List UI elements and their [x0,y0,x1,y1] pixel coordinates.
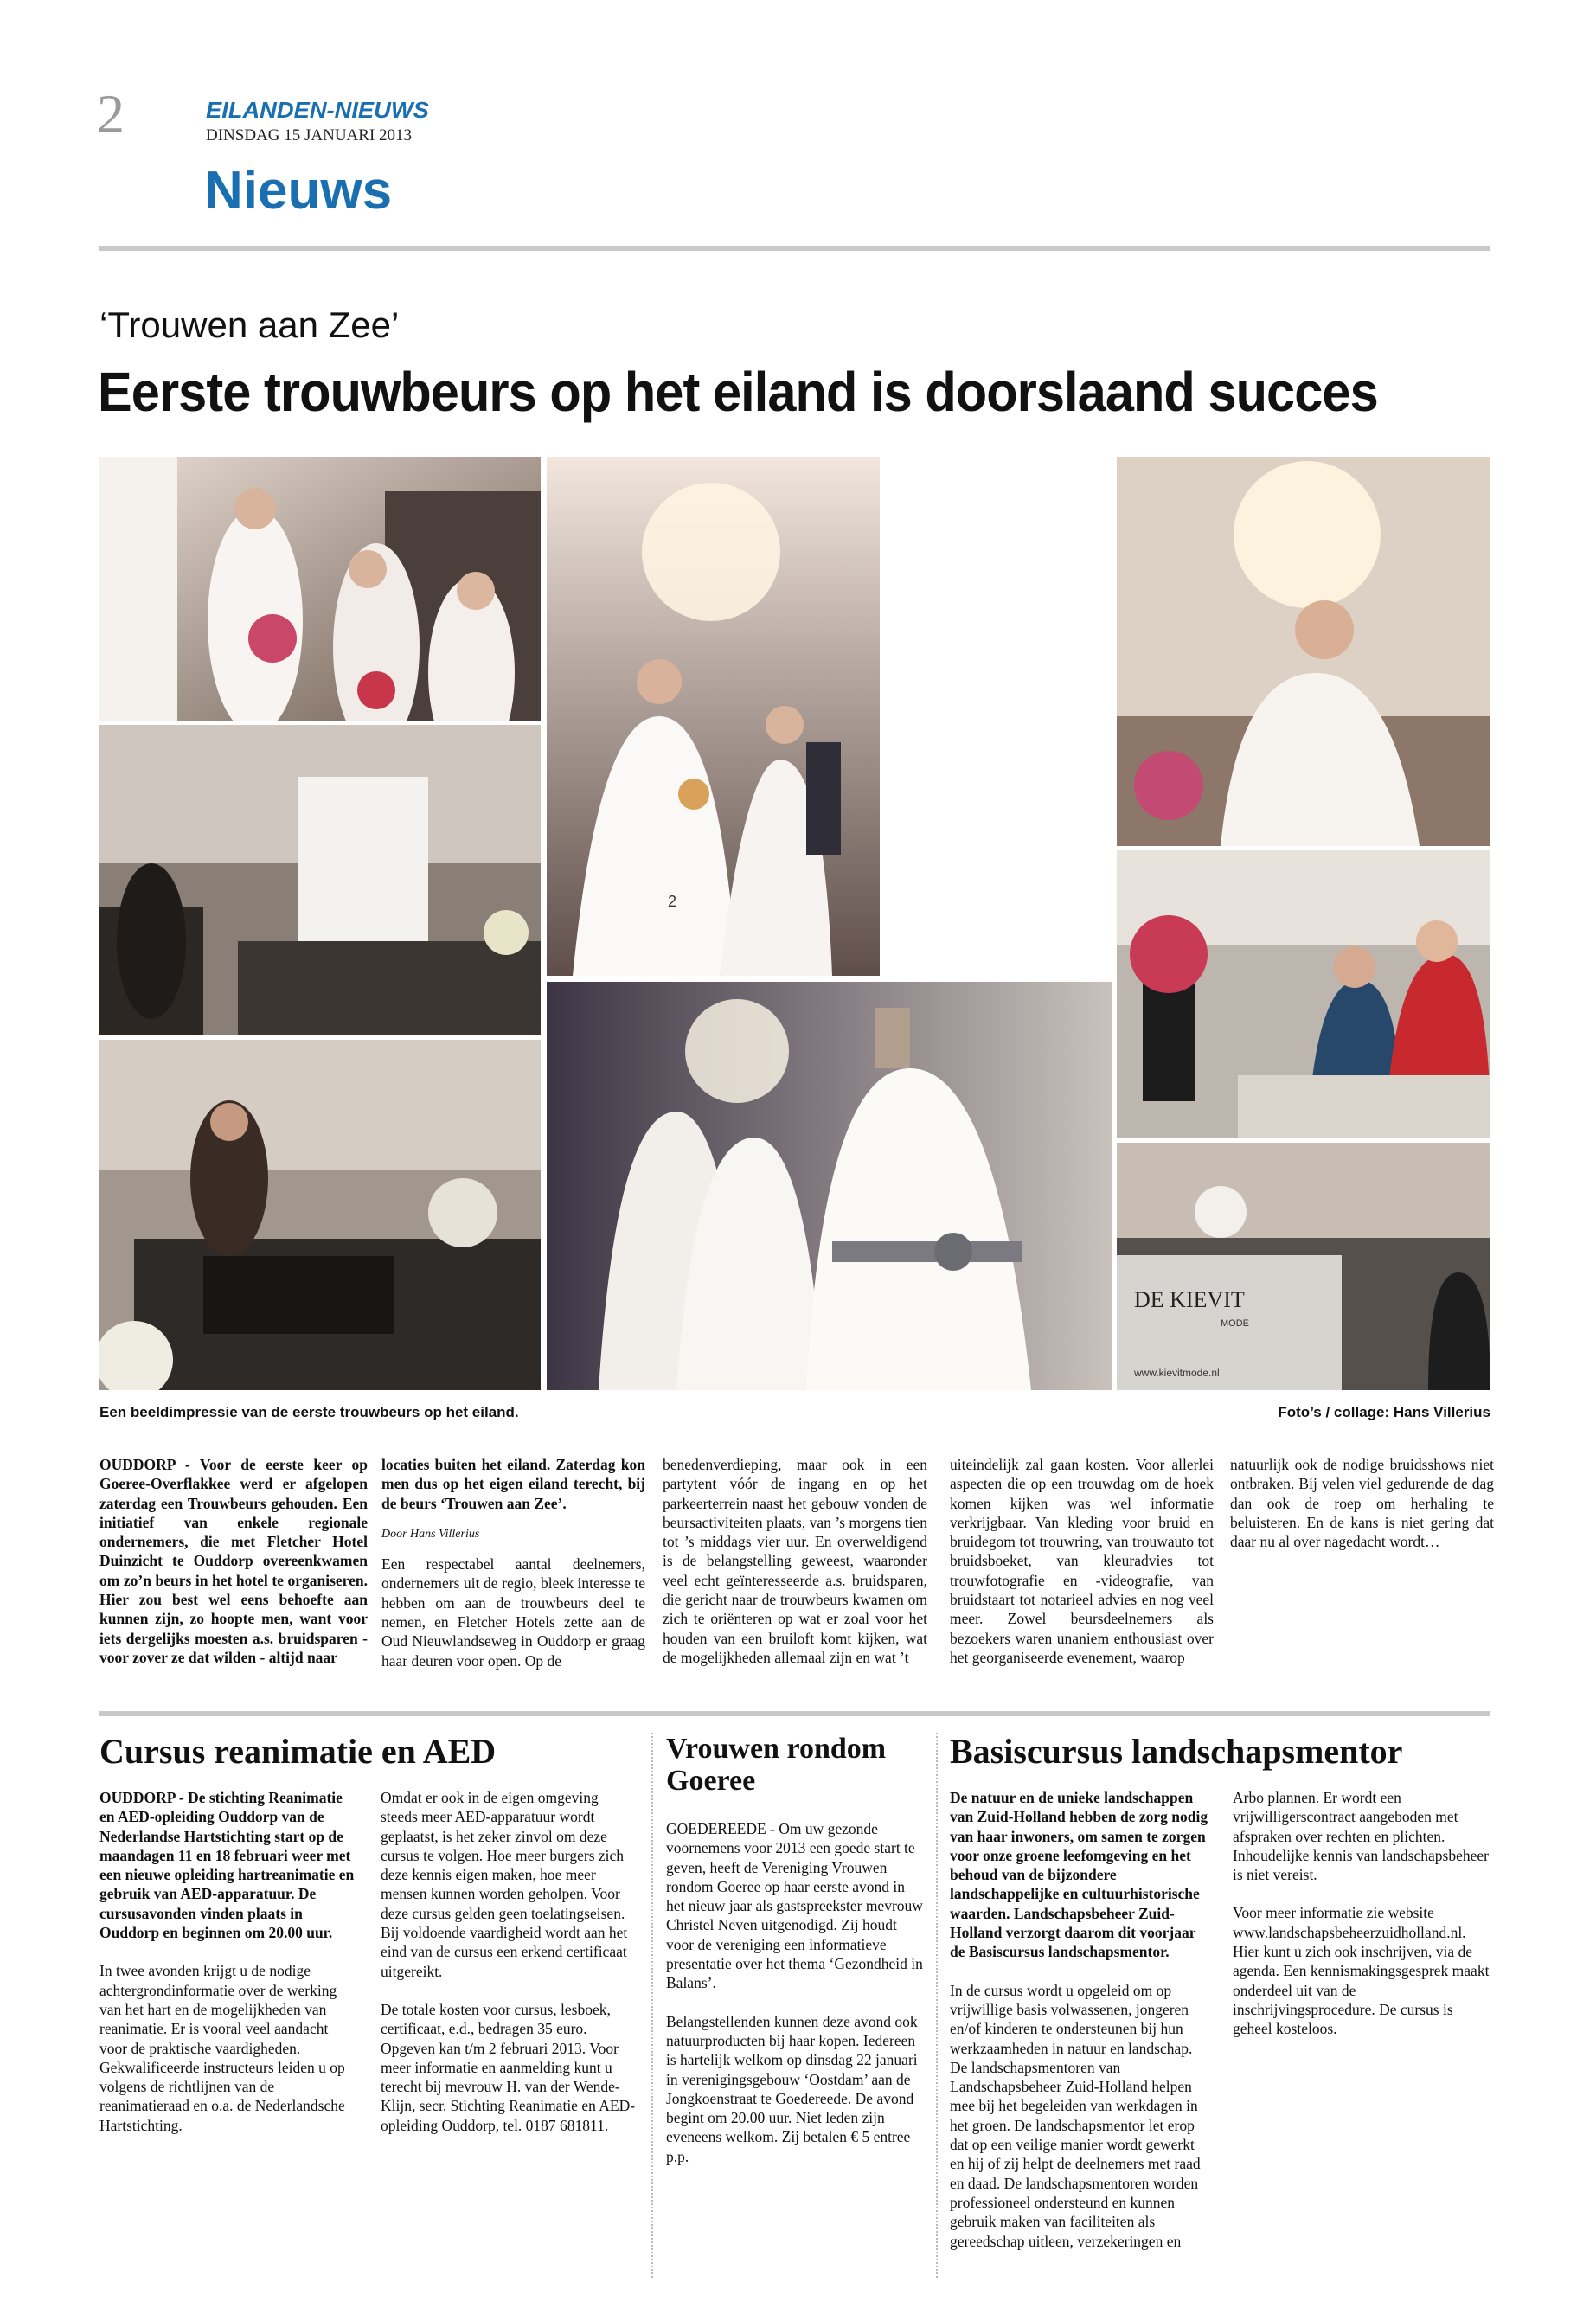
cursus-paragraph-2: Omdat er ook in de eigen omgeving steeds meer AED-apparatuur wordt geplaatst, is het zeker zinvol om deze cursus te volgen. Hoe meer burgers zich deze kennis eigen maken, hoe meer mensen kunnen worden geholpen. Voor deze cursus gelden geen toelatingseisen. Bij voldoende vaardigheid wordt aan het eind van de cursus een erkend certificaat uitgereikt. [381,1789,628,1980]
landschap-title: Basiscursus landschapsmentor [950,1732,1403,1771]
photo-kievit-stand [1117,1143,1490,1390]
kievit-sign-sub: MODE [1221,1318,1249,1329]
article-column-4: uiteindelijk zal gaan kosten. Voor allerlei aspecten die op een trouwdag om de hoek komen kijken was wel informatie verkrijgbaar. Van kleding voor bruid en bruidegom tot trouwring, van trouwauto tot bruidsboeket, van kleuradvies tot trouwfotografie en -videografie, van bruidstaart tot notarieel advies en nog veel meer. Zowel beursdeelnemers als bezoekers waren unaniem enthousiast over het georganiseerde evenement, waarop [950,1456,1214,1666]
column-divider [651,1733,653,2278]
bottom-rule [99,1711,1490,1716]
vrouwen-column [666,1819,926,2185]
vrouwen-paragraph-1: GOEDEREEDE - Om uw gezonde voornemens voor 2013 een goede start te geven, heeft de Vereniging Vrouwen rondom Goeree op haar eerste avond in het nieuw jaar als gastspreekster mevrouw Christel Neven uitgenodigd. Zij houdt voor de vereniging een informatieve presentatie over het thema ‘Gezondheid in Balans’. [666,1820,923,1992]
article-lead: OUDDORP - Voor de eerste keer op Goeree-Overflakkee werd er afgelopen zaterdag een Trouwbeurs gehouden. Een initiatief van enkele regionale ondernemers, die met Fletcher Hotel Duinzicht te Ouddorp overeenkwamen om zo’n beurs in het hotel te organiseren. Hier zou best wel eens behoefte aan kunnen zijn, zo hoopte men, want voor iets dergelijks moesten a.s. bruidsparen - voor zover ze dat wilden - altijd naar [99,1456,368,1666]
photo-credit: Foto’s / collage: Hans Villerius [1278,1404,1490,1420]
newspaper-logo: EILANDEN-NIEUWS [206,97,429,123]
photo-jewellery-stand [99,1040,541,1390]
article-byline: Door Hans Villerius [381,1527,480,1541]
landschap-lead: De natuur en de unieke landschappen van Zuid-Holland hebben de zorg nodig van haar inwoners, om samen te zorgen voor onze groene leefomgeving en het behoud van de bijzondere landschappelijke en cultuurhistorische waarden. Landschapsbeheer Zuid-Holland verzorgt daarom dit voorjaar de Basiscursus landschapsmentor. [950,1789,1208,1961]
bib-number: 2 [668,893,677,910]
article-column-3: benedenverdieping, maar ook in een partytent vóór de ingang en op het parkeerterrein naast het gebouw vonden de beursactiviteiten plaats, van ’s morgens tien tot ’s middags vier uur. En overweldigend is de belangstelling geweest, waaronder veel echt geïnteresseerde a.s. bruidsparen, die gericht naar de trouwbeurs kwamen om zich te oriënteren op wat er zoal voor het houden van een bruiloft komt kijken, wat de mogelijkheden allemaal zijn en wat ’t [663,1456,927,1666]
top-rule [99,246,1490,251]
kievit-url: www.kievitmode.nl [1134,1367,1220,1379]
photo-model-fur-wrap [1117,457,1490,846]
section-title: Nieuws [204,161,393,221]
page-number: 2 [97,83,125,144]
article-headline: Eerste trouwbeurs op het eiland is doorslaand succes [98,361,1378,423]
article-column-5: natuurlijk ook de nodige bruidsshows niet ontbraken. Bij velen viel gedurende de dag dan ook de roep om herhaling te beluisteren. En de kans is niet gering dat daar nu al over nagedacht wordt… [1230,1456,1494,1551]
landschap-column-1 [950,1788,1209,2278]
landschap-paragraph-2: Voor meer informatie zie website www.landschapsbeheerzuidholland.nl. Hier kunt u zich ook inschrijven, via de agenda. Een kennismakingsgesprek maakt onderdeel uit van de inschrijvingsprocedure. De cursus is geheel kosteloos. [1233,1904,1490,2038]
landschap-column-2 [1233,1788,1492,2058]
landschap-paragraph-1: In de cursus wordt u opgeleid om op vrijwillige basis volwassenen, jongeren en/of kinderen te ondersteunen bij hun werkzaamheden in natuur en landschap. De landschapsmentoren van Landschapsbeheer Zuid-Holland helpen mee bij het begeleiden van werkdagen in het groen. De landschapsmentor let erop dat op een veilige manier wordt gewerkt en hij of zij helpt de deelnemers met raad en daad. De landschapsmentoren worden professioneel ondersteund en kunnen gebruik maken van faciliteiten als gereedschap uitleen, verzekeringen en [950,1981,1201,2250]
kievit-sign: DE KIEVIT [1134,1287,1245,1312]
vrouwen-paragraph-2: Belangstellenden kunnen deze avond ook natuurproducten bij haar kopen. Iedereen is hartelijk welkom op dinsdag 22 januari in verenigingsgebouw ‘Oostdam’ aan de Jongkoenstraat te Goedereede. De avond begint om 20.00 uur. Niet leden zijn eveneens welkom. Zij betalen € 5 entree p.p. [666,2012,918,2165]
issue-date: DINSDAG 15 JANUARI 2013 [206,126,413,144]
cursus-lead: OUDDORP - De stichting Reanimatie en AED-opleiding Ouddorp van de Nederlandse Hartstichting start op de maandagen 11 en 18 februari weer met een nieuwe opleiding hartreanimatie en gebruik van AED-apparatuur. De cursusavonden vinden plaats in Ouddorp en beginnen om 20.00 uur. [99,1789,355,1942]
cursus-paragraph-3: De totale kosten voor cursus, lesboek, certificaat, e.d., bedragen 35 euro. Opgeven kan t/m 2 februari 2013. Voor meer informatie en aanmelding kunt u terecht bij mevrouw H. van der Wende-Klijn, secr. Stichting Reanimatie en AED-opleiding Ouddorp, tel. 0187 681811. [381,2000,636,2134]
cursus-paragraph-1: In twee avonden krijgt u de nodige achtergrondinformatie over de werking van het hart en de mogelijkheden van reanimatie. Er is vooral veel aandacht voor de praktische vaardigheden. Gekwalificeerde instructeurs leiden u op volgens de richtlijnen van de reanimatieraad en o.a. de Nederlandsche Hartstichting. [99,1962,345,2134]
cursus-column-2 [381,1788,636,2154]
photo-brides [99,457,541,721]
cursus-title: Cursus reanimatie en AED [99,1732,497,1771]
article-lead-cont: locaties buiten het eiland. Zaterdag kon men dus op het eigen eiland terecht, bij de beurs ‘Trouwen aan Zee’. [381,1456,645,1512]
photo-caption: Een beeldimpressie van de eerste trouwbeurs op het eiland. [99,1404,519,1420]
article-column-2 [381,1455,645,1680]
photo-photographer-stand [99,725,541,1035]
photo-bridal-show [547,457,880,976]
article-kicker: ‘Trouwen aan Zee’ [99,304,400,345]
column-divider-2 [936,1733,938,2278]
landschap-paragraph-1-cont: Arbo plannen. Er wordt een vrijwilligerscontract aangeboden met afspraken over rechten en plichten. Inhoudelijke kennis van landschapsbeheer is niet vereist. [1233,1789,1489,1884]
article-body-start: Een respectabel aantal deelnemers, ondernemers uit de regio, bleek interesse te hebben om aan de trouwbeurs deel te nemen, en Fletcher Hotels zette aan de Oud Nieuwlandseweg in Ouddorp er graag haar deuren voor open. Op de [381,1555,645,1670]
photo-flower-stand [1117,850,1490,1138]
photo-dresses [547,982,1112,1390]
vrouwen-title: Vrouwen rondom Goeree [666,1733,887,1798]
cursus-column-1 [99,1788,359,2154]
